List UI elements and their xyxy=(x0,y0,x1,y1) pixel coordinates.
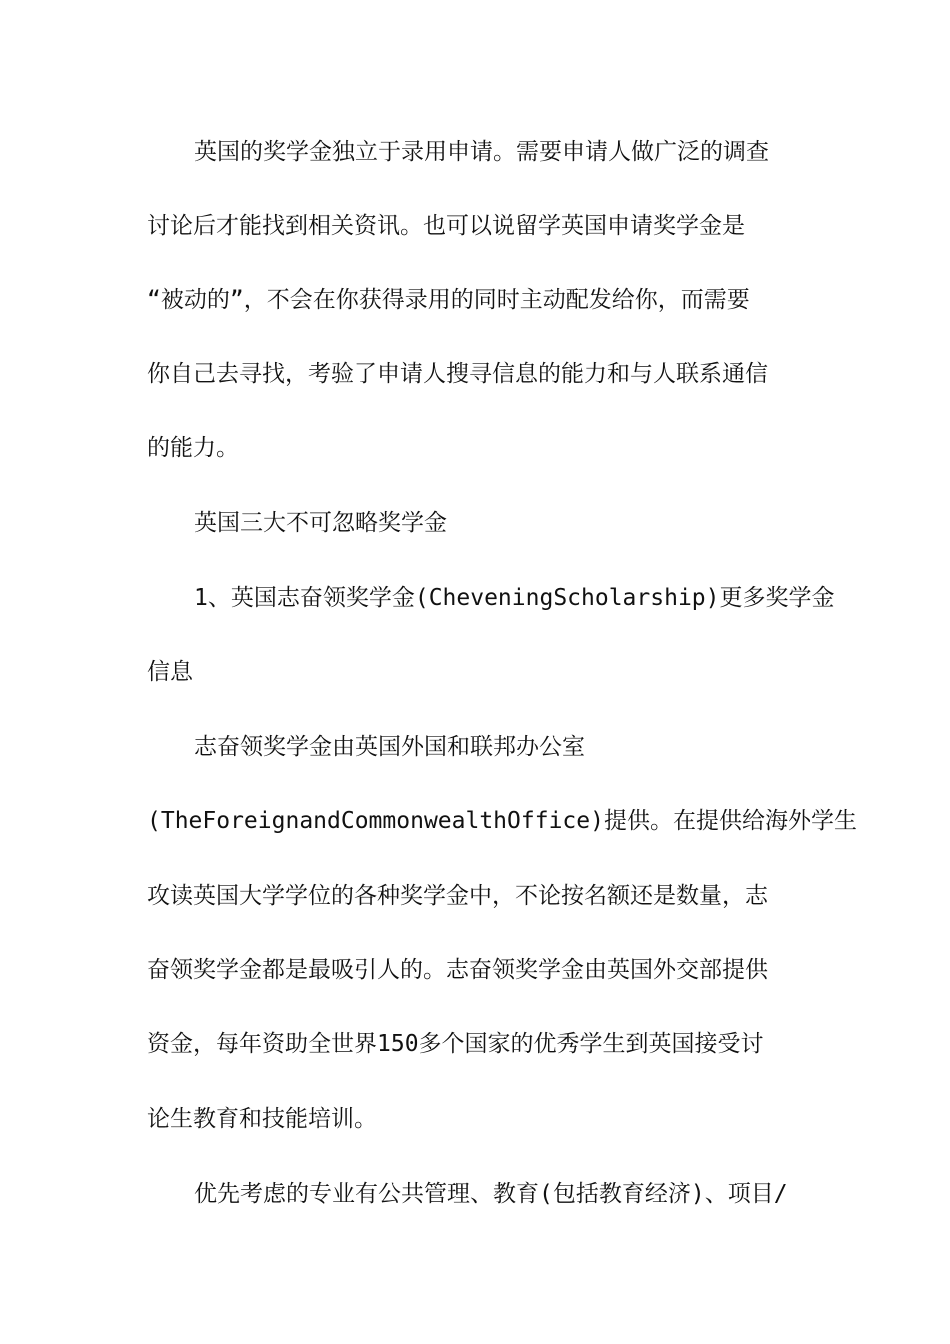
paragraph-line: 论生教育和技能培训。 xyxy=(147,1106,377,1132)
paragraph-line: 奋领奖学金都是最吸引人的。志奋领奖学金由英国外交部提供 xyxy=(147,957,768,983)
paragraph-line: 的能力。 xyxy=(147,435,239,461)
paragraph-line: (TheForeignandCommonwealthOffice)提供。在提供给海外学生 xyxy=(147,808,857,834)
paragraph-line: “被动的”，不会在你获得录用的同时主动配发给你，而需要 xyxy=(147,287,750,313)
paragraph-line: 你自己去寻找，考验了申请人搜寻信息的能力和与人联系通信 xyxy=(147,361,768,387)
paragraph-line: 志奋领奖学金由英国外国和联邦办公室 xyxy=(194,734,585,760)
paragraph-line: 优先考虑的专业有公共管理、教育(包括教育经济)、项目/ xyxy=(194,1181,788,1207)
paragraph-line: 讨论后才能找到相关资讯。也可以说留学英国申请奖学金是 xyxy=(147,213,745,239)
paragraph-line: 英国的奖学金独立于录用申请。需要申请人做广泛的调查 xyxy=(194,139,769,165)
paragraph-line: 攻读英国大学学位的各种奖学金中，不论按名额还是数量，志 xyxy=(147,883,768,909)
paragraph-line: 资金，每年资助全世界150多个国家的优秀学生到英国接受讨 xyxy=(147,1031,764,1057)
list-item-heading: 1、英国志奋领奖学金(CheveningScholarship)更多奖学金 xyxy=(194,585,835,611)
section-heading: 英国三大不可忽略奖学金 xyxy=(194,510,447,536)
paragraph-line: 信息 xyxy=(147,659,193,685)
